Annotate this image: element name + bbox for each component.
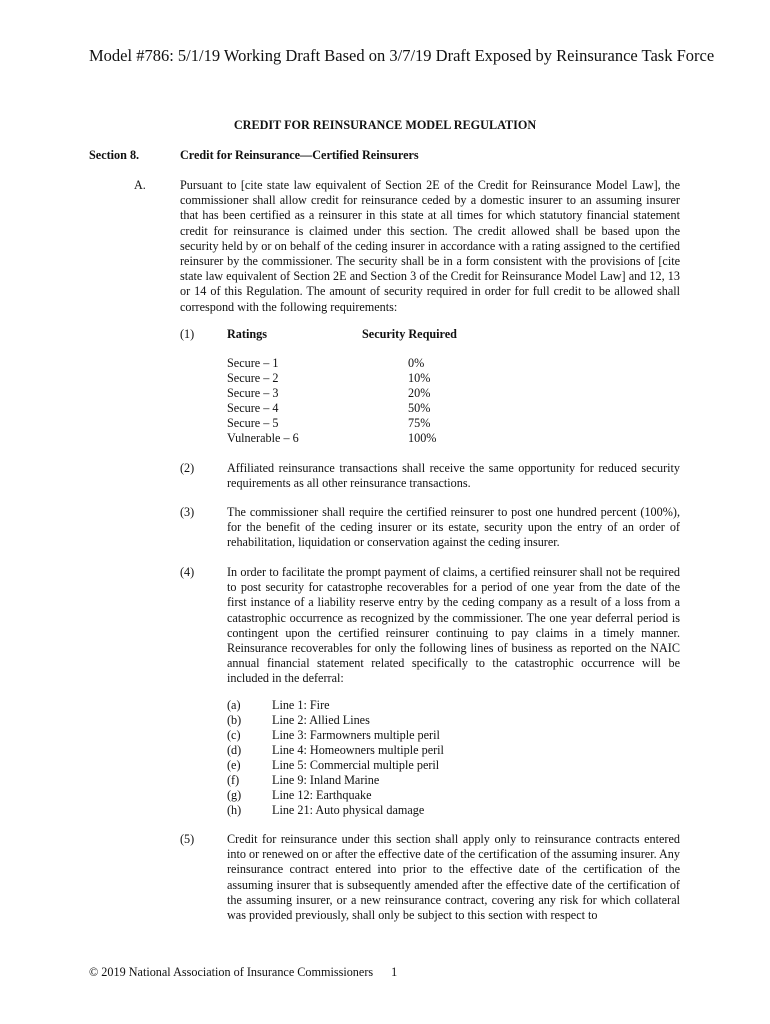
rating-label: Secure – 5 <box>227 416 279 430</box>
paragraph-a-text: Pursuant to [cite state law equivalent of Section 2E of the Credit for Reinsurance Model Law], the commissioner shall allow credit for reinsurance ceded by a domestic insurer to an assuming insurer that has been certified as a reinsurer in this state at all times for which statutory financial statement credit for reinsurance is claimed under this section. The credit allowed shall be based upon the security held by or on behalf of the ceding insurer in accordance with a rating assigned to the certified reinsurer by the commissioner. The security shall be in a form consistent with the provisions of [cite state law equivalent of Section 2E and Section 3 of the Credit for Reinsurance Model Law] and 12, 13 or 14 of this Regulation. The amount of security required in order for full credit to be allowed shall correspond with the following requirements: <box>180 178 680 314</box>
list-item: Line 4: Homeowners multiple peril <box>272 743 444 757</box>
list-item: Line 1: Fire <box>272 698 330 712</box>
rating-label: Secure – 4 <box>227 401 279 415</box>
security-value: 75% <box>408 416 431 430</box>
item-3-text: The commissioner shall require the certified reinsurer to post one hundred percent (100%), for the benefit of the ceding insurer or its estate, security upon the entry of an order of rehabilitation, liquidation or conservation against the ceding insurer. <box>227 505 680 550</box>
section-number: Section 8. <box>89 148 140 162</box>
list-item-label: (b) <box>227 713 242 727</box>
copyright-notice: © 2019 National Association of Insurance Commissioners <box>89 965 374 979</box>
security-value: 50% <box>408 401 431 415</box>
item-3-number: (3) <box>180 505 195 519</box>
rating-label: Secure – 3 <box>227 386 279 400</box>
item-5-number: (5) <box>180 832 195 846</box>
security-value: 20% <box>408 386 431 400</box>
item-4-number: (4) <box>180 565 195 579</box>
list-item: Line 21: Auto physical damage <box>272 803 425 817</box>
ratings-column-header: Ratings <box>227 327 267 341</box>
rating-label: Secure – 1 <box>227 356 279 370</box>
list-item: Line 9: Inland Marine <box>272 773 380 787</box>
page-footer <box>89 965 397 980</box>
list-item: Line 12: Earthquake <box>272 788 372 802</box>
rating-label: Secure – 2 <box>227 371 279 385</box>
paragraph-a-label: A. <box>134 178 146 192</box>
item-2-text: Affiliated reinsurance transactions shall receive the same opportunity for reduced security requirements as all other reinsurance transactions. <box>227 461 680 491</box>
list-item-label: (e) <box>227 758 241 772</box>
section-title: Credit for Reinsurance—Certified Reinsurers <box>180 148 419 162</box>
item-1-number: (1) <box>180 327 195 341</box>
item-2-number: (2) <box>180 461 195 475</box>
list-item: Line 5: Commercial multiple peril <box>272 758 440 772</box>
security-value: 0% <box>408 356 425 370</box>
list-item-label: (g) <box>227 788 242 802</box>
list-item-label: (a) <box>227 698 241 712</box>
rating-label: Vulnerable – 6 <box>227 431 299 445</box>
list-item-label: (d) <box>227 743 242 757</box>
list-item: Line 2: Allied Lines <box>272 713 370 727</box>
security-value: 100% <box>408 431 437 445</box>
page-number: 1 <box>391 965 398 979</box>
security-value: 10% <box>408 371 431 385</box>
security-column-header: Security Required <box>362 327 457 341</box>
list-item-label: (f) <box>227 773 240 787</box>
regulation-title: CREDIT FOR REINSURANCE MODEL REGULATION <box>233 118 537 132</box>
list-item-label: (h) <box>227 803 242 817</box>
list-item-label: (c) <box>227 728 241 742</box>
item-5-text: Credit for reinsurance under this section shall apply only to reinsurance contracts entered into or renewed on or after the effective date of the certification of the assuming insurer. Any reinsurance contract entered into prior to the effective date of the certification of the assuming insurer that is subsequently amended after the effective date of the certification of the assuming insurer, or a new reinsurance contract, covering any risk for which collateral was provided previously, shall only be subject to this section with respect to <box>227 832 680 923</box>
list-item: Line 3: Farmowners multiple peril <box>272 728 440 742</box>
item-4-text: In order to facilitate the prompt payment of claims, a certified reinsurer shall not be required to post security for catastrophe recoverables for a period of one year from the date of the first instance of a liability reserve entry by the ceding company as a result of a loss from a catastrophic occurrence as recognized by the commissioner. The one year deferral period is contingent upon the certified reinsurer continuing to pay claims in a timely manner. Reinsurance recoverables for only the following lines of business as reported on the NAIC annual financial statement related specifically to the catastrophic occurrence will be included in the deferral: <box>227 565 680 686</box>
draft-header: Model #786: 5/1/19 Working Draft Based on 3/7/19 Draft Exposed by Reinsurance Task Force <box>89 46 715 65</box>
